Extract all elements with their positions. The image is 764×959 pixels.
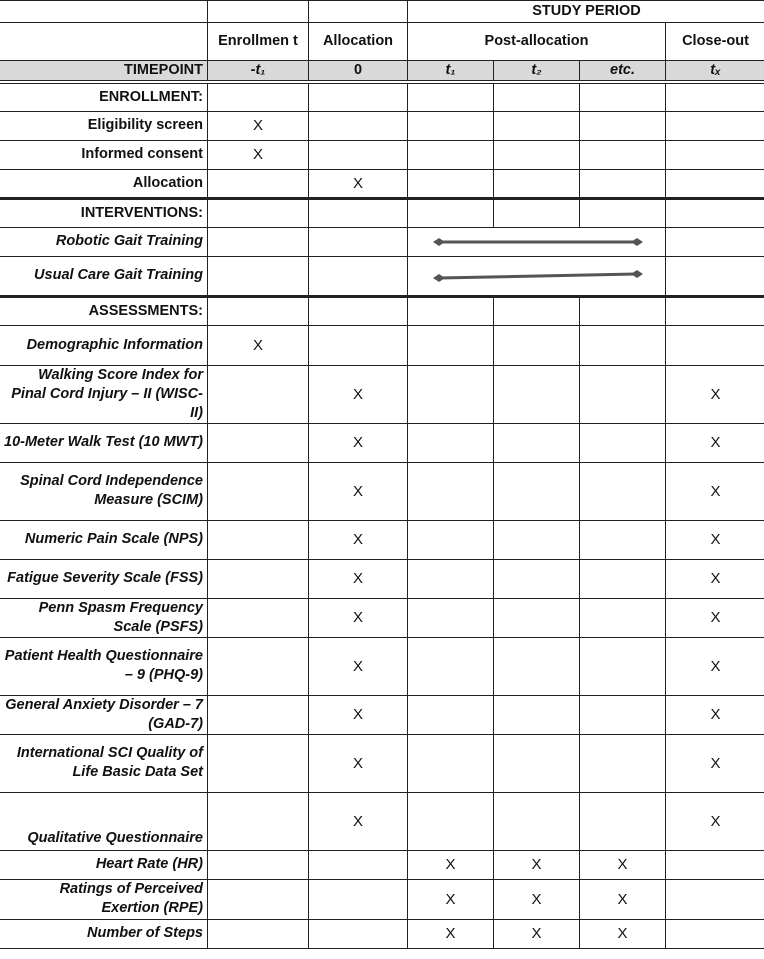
empty-cell	[408, 82, 494, 111]
row-label: International SCI Quality of Life Basic Data Set	[0, 734, 208, 792]
empty-cell	[408, 111, 494, 140]
allocation-heading: Allocation	[309, 23, 408, 61]
empty-cell	[208, 637, 309, 695]
table-row	[0, 559, 764, 598]
empty-cell	[580, 365, 666, 423]
table-row	[0, 462, 764, 520]
empty-cell	[0, 23, 208, 61]
empty-cell	[666, 879, 764, 919]
empty-cell	[494, 140, 580, 169]
row-label: Numeric Pain Scale (NPS)	[0, 520, 208, 559]
row-label: Eligibility screen	[0, 111, 208, 140]
empty-cell	[494, 423, 580, 462]
empty-cell	[580, 296, 666, 325]
empty-cell	[580, 423, 666, 462]
section-enrollment: ENROLLMENT:	[0, 82, 208, 111]
table-row	[0, 734, 764, 792]
mark-x: X	[208, 111, 309, 140]
empty-cell	[580, 140, 666, 169]
table-row	[0, 598, 764, 637]
post-allocation-heading: Post-allocation	[408, 23, 666, 61]
empty-cell	[580, 111, 666, 140]
mark-x: X	[309, 559, 408, 598]
empty-cell	[309, 1, 408, 23]
mark-x: X	[309, 365, 408, 423]
empty-cell	[666, 325, 764, 365]
empty-cell	[309, 919, 408, 948]
empty-cell	[580, 462, 666, 520]
empty-cell	[408, 792, 494, 850]
row-label: General Anxiety Disorder – 7 (GAD-7)	[0, 695, 208, 734]
section-assessments: ASSESSMENTS:	[0, 296, 208, 325]
table-row	[0, 227, 764, 256]
empty-cell	[309, 198, 408, 227]
empty-cell	[309, 879, 408, 919]
empty-cell	[208, 919, 309, 948]
empty-cell	[494, 695, 580, 734]
row-label: Penn Spasm Frequency Scale (PSFS)	[0, 598, 208, 637]
empty-cell	[494, 198, 580, 227]
empty-cell	[580, 169, 666, 198]
mark-x: X	[494, 879, 580, 919]
mark-x: X	[666, 520, 764, 559]
empty-cell	[408, 598, 494, 637]
empty-cell	[580, 695, 666, 734]
timepoint-label: TIMEPOINT	[0, 61, 208, 83]
empty-cell	[208, 1, 309, 23]
mark-x: X	[666, 695, 764, 734]
header-row-2	[0, 23, 764, 61]
mark-x: X	[580, 919, 666, 948]
empty-cell	[408, 462, 494, 520]
mark-x: X	[309, 462, 408, 520]
empty-cell	[208, 82, 309, 111]
table-row	[0, 365, 764, 423]
mark-x: X	[494, 850, 580, 879]
empty-cell	[494, 734, 580, 792]
row-label: Allocation	[0, 169, 208, 198]
table-row	[0, 140, 764, 169]
empty-cell	[208, 365, 309, 423]
mark-x: X	[494, 919, 580, 948]
empty-cell	[580, 598, 666, 637]
row-label: Usual Care Gait Training	[0, 256, 208, 296]
empty-cell	[580, 637, 666, 695]
empty-cell	[309, 227, 408, 256]
mark-x: X	[408, 919, 494, 948]
empty-cell	[208, 256, 309, 296]
timepoint-value: etc.	[580, 61, 666, 83]
empty-cell	[666, 198, 764, 227]
close-out-heading: Close-out	[666, 23, 764, 61]
empty-cell	[208, 169, 309, 198]
row-label: Qualitative Questionnaire	[0, 792, 208, 850]
empty-cell	[666, 82, 764, 111]
empty-cell	[408, 695, 494, 734]
table-row	[0, 879, 764, 919]
empty-cell	[309, 111, 408, 140]
empty-cell	[580, 198, 666, 227]
empty-cell	[408, 296, 494, 325]
mark-x: X	[666, 792, 764, 850]
mark-x: X	[309, 792, 408, 850]
timepoint-value: 0	[309, 61, 408, 83]
table-row	[0, 296, 764, 325]
row-label: 10-Meter Walk Test (10 MWT)	[0, 423, 208, 462]
empty-cell	[208, 695, 309, 734]
empty-cell	[408, 559, 494, 598]
empty-cell	[494, 296, 580, 325]
empty-cell	[494, 111, 580, 140]
table-row	[0, 82, 764, 111]
robotic-training-bar	[408, 227, 666, 256]
empty-cell	[580, 325, 666, 365]
empty-cell	[494, 82, 580, 111]
table-row	[0, 198, 764, 227]
mark-x: X	[208, 325, 309, 365]
empty-cell	[494, 637, 580, 695]
header-row-1	[0, 1, 764, 23]
row-label: Demographic Information	[0, 325, 208, 365]
empty-cell	[580, 734, 666, 792]
empty-cell	[666, 140, 764, 169]
empty-cell	[309, 296, 408, 325]
empty-cell	[208, 850, 309, 879]
empty-cell	[208, 734, 309, 792]
timepoint-value: t₁	[408, 61, 494, 83]
timepoint-value: tₓ	[666, 61, 764, 83]
empty-cell	[309, 140, 408, 169]
empty-cell	[494, 462, 580, 520]
empty-cell	[580, 792, 666, 850]
row-label: Patient Health Questionnaire – 9 (PHQ-9)	[0, 637, 208, 695]
table-row	[0, 111, 764, 140]
timepoint-row	[0, 61, 764, 83]
mark-x: X	[309, 169, 408, 198]
table-row	[0, 850, 764, 879]
empty-cell	[309, 325, 408, 365]
empty-cell	[494, 559, 580, 598]
empty-cell	[408, 198, 494, 227]
mark-x: X	[309, 695, 408, 734]
duration-arrow-icon	[408, 228, 666, 256]
mark-x: X	[309, 598, 408, 637]
mark-x: X	[408, 879, 494, 919]
table-row	[0, 325, 764, 365]
duration-arrow-icon	[408, 257, 666, 295]
empty-cell	[494, 520, 580, 559]
empty-cell	[494, 169, 580, 198]
table-row	[0, 637, 764, 695]
mark-x: X	[666, 365, 764, 423]
empty-cell	[208, 227, 309, 256]
mark-x: X	[666, 423, 764, 462]
timepoint-value: t₂	[494, 61, 580, 83]
empty-cell	[408, 520, 494, 559]
mark-x: X	[580, 850, 666, 879]
empty-cell	[0, 1, 208, 23]
empty-cell	[494, 598, 580, 637]
empty-cell	[309, 256, 408, 296]
empty-cell	[494, 325, 580, 365]
empty-cell	[580, 520, 666, 559]
empty-cell	[408, 169, 494, 198]
empty-cell	[666, 256, 764, 296]
mark-x: X	[666, 559, 764, 598]
table-row	[0, 695, 764, 734]
mark-x: X	[309, 520, 408, 559]
enrollment-heading: Enrollmen t	[208, 23, 309, 61]
mark-x: X	[666, 598, 764, 637]
empty-cell	[208, 462, 309, 520]
empty-cell	[208, 296, 309, 325]
empty-cell	[309, 850, 408, 879]
row-label: Walking Score Index for Pinal Cord Injury – II (WISC-II)	[0, 365, 208, 423]
empty-cell	[208, 792, 309, 850]
mark-x: X	[408, 850, 494, 879]
mark-x: X	[309, 423, 408, 462]
empty-cell	[494, 792, 580, 850]
mark-x: X	[309, 734, 408, 792]
empty-cell	[666, 296, 764, 325]
empty-cell	[408, 423, 494, 462]
mark-x: X	[580, 879, 666, 919]
table-row	[0, 919, 764, 948]
empty-cell	[408, 140, 494, 169]
row-label: Fatigue Severity Scale (FSS)	[0, 559, 208, 598]
empty-cell	[208, 520, 309, 559]
empty-cell	[666, 111, 764, 140]
mark-x: X	[666, 637, 764, 695]
empty-cell	[208, 879, 309, 919]
empty-cell	[666, 850, 764, 879]
empty-cell	[208, 423, 309, 462]
empty-cell	[666, 919, 764, 948]
row-label: Spinal Cord Independence Measure (SCIM)	[0, 462, 208, 520]
empty-cell	[666, 169, 764, 198]
mark-x: X	[309, 637, 408, 695]
empty-cell	[408, 734, 494, 792]
empty-cell	[408, 365, 494, 423]
row-label: Heart Rate (HR)	[0, 850, 208, 879]
empty-cell	[208, 559, 309, 598]
table-row	[0, 256, 764, 296]
table-row	[0, 423, 764, 462]
row-label: Informed consent	[0, 140, 208, 169]
row-label: Robotic Gait Training	[0, 227, 208, 256]
table-row	[0, 169, 764, 198]
table-row	[0, 520, 764, 559]
row-label: Number of Steps	[0, 919, 208, 948]
empty-cell	[494, 365, 580, 423]
empty-cell	[309, 82, 408, 111]
mark-x: X	[666, 734, 764, 792]
timepoint-value: -t₁	[208, 61, 309, 83]
empty-cell	[208, 598, 309, 637]
row-label: Ratings of Perceived Exertion (RPE)	[0, 879, 208, 919]
empty-cell	[408, 637, 494, 695]
empty-cell	[580, 559, 666, 598]
empty-cell	[666, 227, 764, 256]
empty-cell	[580, 82, 666, 111]
mark-x: X	[666, 462, 764, 520]
table-row	[0, 792, 764, 850]
section-interventions: INTERVENTIONS:	[0, 198, 208, 227]
study-period-heading: STUDY PERIOD	[408, 1, 764, 23]
usual-care-bar	[408, 256, 666, 296]
mark-x: X	[208, 140, 309, 169]
empty-cell	[208, 198, 309, 227]
empty-cell	[408, 325, 494, 365]
